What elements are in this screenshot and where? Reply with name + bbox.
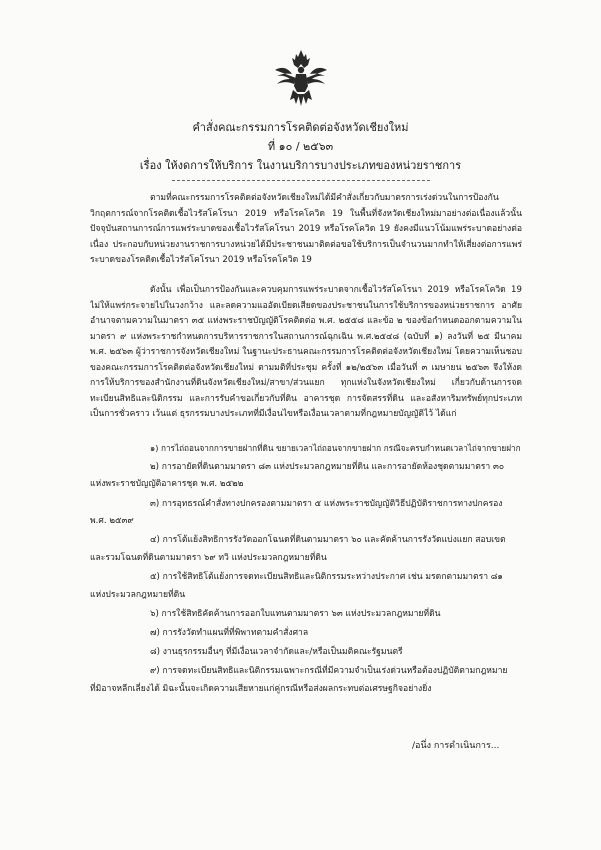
list-item: ๘) งานธุรกรรมอื่นๆ ที่มีเงื่อนเวลาจำกัดและ/หรือเป็นมติคณะรัฐมนตรี	[150, 647, 403, 657]
list-item: ๑) การไถ่ถอนจากการขายฝากที่ดิน ขยายเวลาไถ่ถอนจากขายฝาก กรณีจะครบกำหนดเวลาไถ่จากขายฝาก	[150, 443, 521, 453]
list-item: ๓) การอุทธรณ์คำสั่งทางปกครองตามมาตรา ๕ แห่งพระราชบัญญัติวิธีปฏิบัติราชการทางปกครอง	[150, 499, 503, 509]
list-item-continuation: และรวมโฉนดที่ดินตามมาตรา ๖๙ ทวิ แห่งประมวลกฎหมายที่ดิน	[90, 553, 327, 563]
list-item-continuation: พ.ศ. ๒๕๓๙	[90, 516, 134, 526]
order-subject: เรื่อง ให้งดการให้บริการ ในงานบริการบางประเภทของหน่วยราชการ	[139, 159, 462, 172]
list-item: ๔) การโต้แย้งสิทธิการรังวัดออกโฉนดที่ดินตามมาตรา ๖๐ และคัดค้านการรังวัดแบ่งแยก สอบเขต	[150, 535, 506, 545]
paragraph-order: ดังนั้น เพื่อเป็นการป้องกันและควบคุมการแพร่ระบาดจากเชื้อไวรัสโคโรนา 2019 หรือโรคโควิด 19 ไม่ให้แพร่กระจายไปในวงกว้าง และลดความแออัดเบียดเสียดของประชาชนในการใช้บริการของหน่วยราชการ อาศัยอำนาจตามความในมาตรา ๓๕ แห่งพระราชบัญญัติโรคติดต่อ พ.ศ. ๒๕๕๘ และข้อ ๒ ของข้อกำหนดออกตามความในมาตรา ๙ แห่งพระราชกำหนดการบริหารราชการในสถานการณ์ฉุกเฉิน พ.ศ.๒๕๔๘ (ฉบับที่ ๑) ลงวันที่ ๒๕ มีนาคม พ.ศ. ๒๕๖๓ ผู้ว่าราชการจังหวัดเชียงใหม่ ในฐานะประธานคณะกรรมการโรคติดต่อจังหวัดเชียงใหม่ โดยความเห็นชอบของคณะกรรมการโรคติดต่อจังหวัดเชียงใหม่ ตามมติที่ประชุม ครั้งที่ ๑๒/๒๕๖๓ เมื่อวันที่ ๓ เมษายน ๒๕๖๓ จึงให้งดการให้บริการของสำนักงานที่ดินจังหวัดเชียงใหม่/สาขา/ส่วนแยก ทุกแห่งในจังหวัดเชียงใหม่ เกี่ยวกับด้านการจดทะเบียนสิทธิและนิติกรรม และการรับคำขอเกี่ยวกับที่ดิน อาคารชุด การจัดสรรที่ดิน และอสังหาริมทรัพย์ทุกประเภทเป็นการชั่วคราว เว้นแต่ ธุรกรรมบางประเภทที่มีเงื่อนไขหรือเงื่อนเวลาตามที่กฎหมายบัญญัติไว้ ได้แก่	[90, 285, 522, 419]
list-item: ๖) การใช้สิทธิคัดค้านการออกใบแทนตามมาตรา ๖๓ แห่งประมวลกฎหมายที่ดิน	[150, 609, 441, 619]
list-item: ๒) การอายัดที่ดินตามมาตรา ๘๓ แห่งประมวลกฎหมายที่ดิน และการอายัดห้องชุดตามมาตรา ๓๐	[150, 462, 505, 472]
garuda-emblem-icon	[272, 48, 330, 108]
list-item: ๗) การรังวัดทำแผนที่ที่พิพาทตามคำสั่งศาล	[150, 628, 309, 638]
list-item: ๙) การจดทะเบียนสิทธิและนิติกรรมเฉพาะกรณีที่มีความจำเป็นเร่งด่วนหรือต้องปฏิบัติตามกฎหมาย	[150, 666, 508, 676]
continuation-note: /อนึ่ง การดำเนินการ...	[412, 741, 500, 751]
order-number: ที่ ๑๐ / ๒๕๖๓	[267, 140, 334, 153]
header-divider	[172, 180, 430, 181]
order-title: คำสั่งคณะกรรมการโรคติดต่อจังหวัดเชียงใหม่	[192, 121, 409, 134]
list-item: ๕) การใช้สิทธิโต้แย้งการจดทะเบียนสิทธิและนิติกรรมระหว่างประกาศ เช่น มรดกตามมาตรา ๘๑	[150, 572, 503, 582]
list-item-continuation: แห่งพระราชบัญญัติอาคารชุด พ.ศ. ๒๕๒๒	[90, 479, 244, 489]
list-item-continuation: แห่งประมวลกฎหมายที่ดิน	[90, 590, 186, 600]
paragraph-background: ตามที่คณะกรรมการโรคติดต่อจังหวัดเชียงใหม่ได้มีคำสั่งเกี่ยวกับมาตรการเร่งด่วนในการป้องกันวิกฤตการณ์จากโรคติดเชื้อไวรัสโคโรนา 2019 หรือโรคโควิด 19 ในพื้นที่จังหวัดเชียงใหม่มาอย่างต่อเนื่องแล้วนั้น ปัจจุบันสถานการณ์การแพร่ระบาดของเชื้อไวรัสโคโรนา 2019 หรือโรคโควิด 19 ยังคงมีแนวโน้มแพร่ระบาดอย่างต่อเนื่อง ประกอบกับหน่วยงานราชการบางหน่วยได้มีประชาชนมาติดต่อขอใช้บริการเป็นจำนวนมากทำให้เสี่ยงต่อการแพร่ระบาดของโรคติดเชื้อไวรัสโคโรนา 2019 หรือโรคโควิด 19	[90, 193, 522, 265]
list-item-continuation: ที่มิอาจหลีกเลี่ยงได้ มิฉะนั้นจะเกิดความเสียหายแก่คู่กรณีหรือส่งผลกระทบต่อเศรษฐกิจอย่างยิ่ง	[90, 684, 432, 694]
